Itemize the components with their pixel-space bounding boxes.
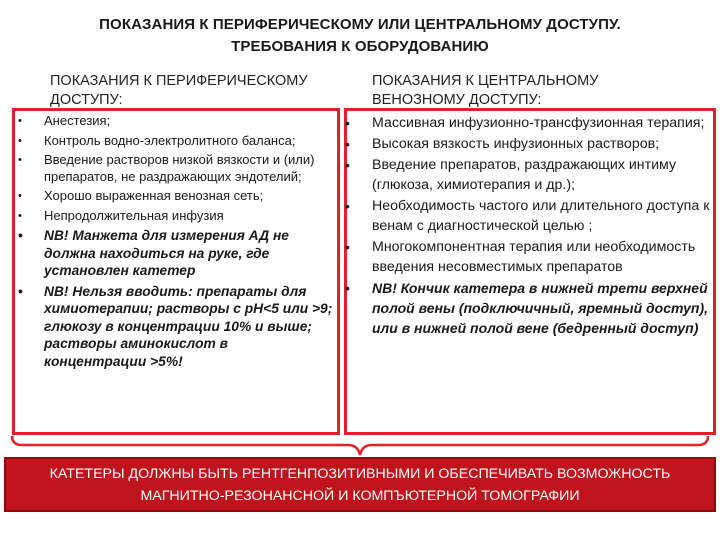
bullet-icon: • [18,227,23,243]
central-heading-line-1: ПОКАЗАНИЯ К ЦЕНТРАЛЬНОМУ [372,73,599,89]
bullet-icon: • [345,157,350,173]
list-item: • Введение препаратов, раздражающих интиму (глюкоза, химиотерапия и др.); [345,157,677,193]
curly-brace-icon [10,434,710,456]
bullet-icon: • [18,190,22,202]
page-title [0,14,720,58]
banner-line-2: МАГНИТНО-РЕЗОНАНСНОЙ И КОМПЪЮТЕРНОЙ ТОМОГРАФИИ [140,488,580,504]
banner-line-1: КАТЕТЕРЫ ДОЛЖНЫ БЫТЬ РЕНТГЕНПОЗИТИВНЫМИ И ОБЕСПЕЧИВАТЬ ВОЗМОЖНОСТЬ [49,466,671,482]
bullet-icon: • [18,282,23,299]
list-item: • Высокая вязкость инфузионных растворов; [345,136,660,152]
list-item: • Многокомпонентная терапия или необходимость введения несовместимых препаратов [345,239,696,275]
bullet-icon: • [345,198,350,214]
list-item: • Хорошо выраженная венозная сеть; [18,188,264,203]
bullet-icon: • [18,154,22,166]
list-item-note: • NB! Нельзя вводить: препараты для химиотерапии; растворы с pH<5 или >9; глюкозу в концентрации 10% и выше; растворы аминокислот в концентрации >5%! [18,282,333,369]
bullet-icon: • [18,134,22,147]
list-item: • Непродолжительная инфузия [18,207,224,223]
central-heading [372,72,702,110]
peripheral-heading-line-2: ДОСТУПУ: [50,92,123,108]
central-heading-line-2: ВЕНОЗНОМУ ДОСТУПУ: [372,92,542,108]
central-indications-list [345,113,712,339]
peripheral-indications-list [18,113,334,373]
page-title-line-1: ПОКАЗАНИЯ К ПЕРИФЕРИЧЕСКОМУ ИЛИ ЦЕНТРАЛЬНОМУ ДОСТУПУ. [99,16,621,33]
bullet-icon: • [18,115,22,127]
list-item: • Введение растворов низкой вязкости и (или) препаратов, не раздражающих эндотелий; [18,152,315,184]
page-title-line-2: ТРЕБОВАНИЯ К ОБОРУДОВАНИЮ [231,38,489,55]
list-item: • Анестезия; [18,113,111,128]
bullet-icon: • [345,136,350,152]
bullet-icon: • [345,115,350,131]
list-item: • Необходимость частого или длительного доступа к венам с диагностической целью ; [345,198,710,234]
list-item: • Массивная инфузионно-трансфузионная терапия; [345,115,705,131]
peripheral-heading [50,72,340,110]
peripheral-heading-line-1: ПОКАЗАНИЯ К ПЕРИФЕРИЧЕСКОМУ [50,73,308,89]
bullet-icon: • [345,280,350,296]
catheter-requirements-banner [4,457,716,512]
bullet-icon: • [18,209,22,222]
list-item: • Контроль водно-электролитного баланса; [18,132,296,148]
bullet-icon: • [345,239,350,255]
list-item-note: • NB! Манжета для измерения АД не должна находиться на руке, где установлен катетер [18,227,289,278]
list-item-note: • NB! Кончик катетера в нижней трети верхней полой вены (подключичный, яремный доступ), или в нижней полой вене (бедренный доступ) [345,280,709,336]
